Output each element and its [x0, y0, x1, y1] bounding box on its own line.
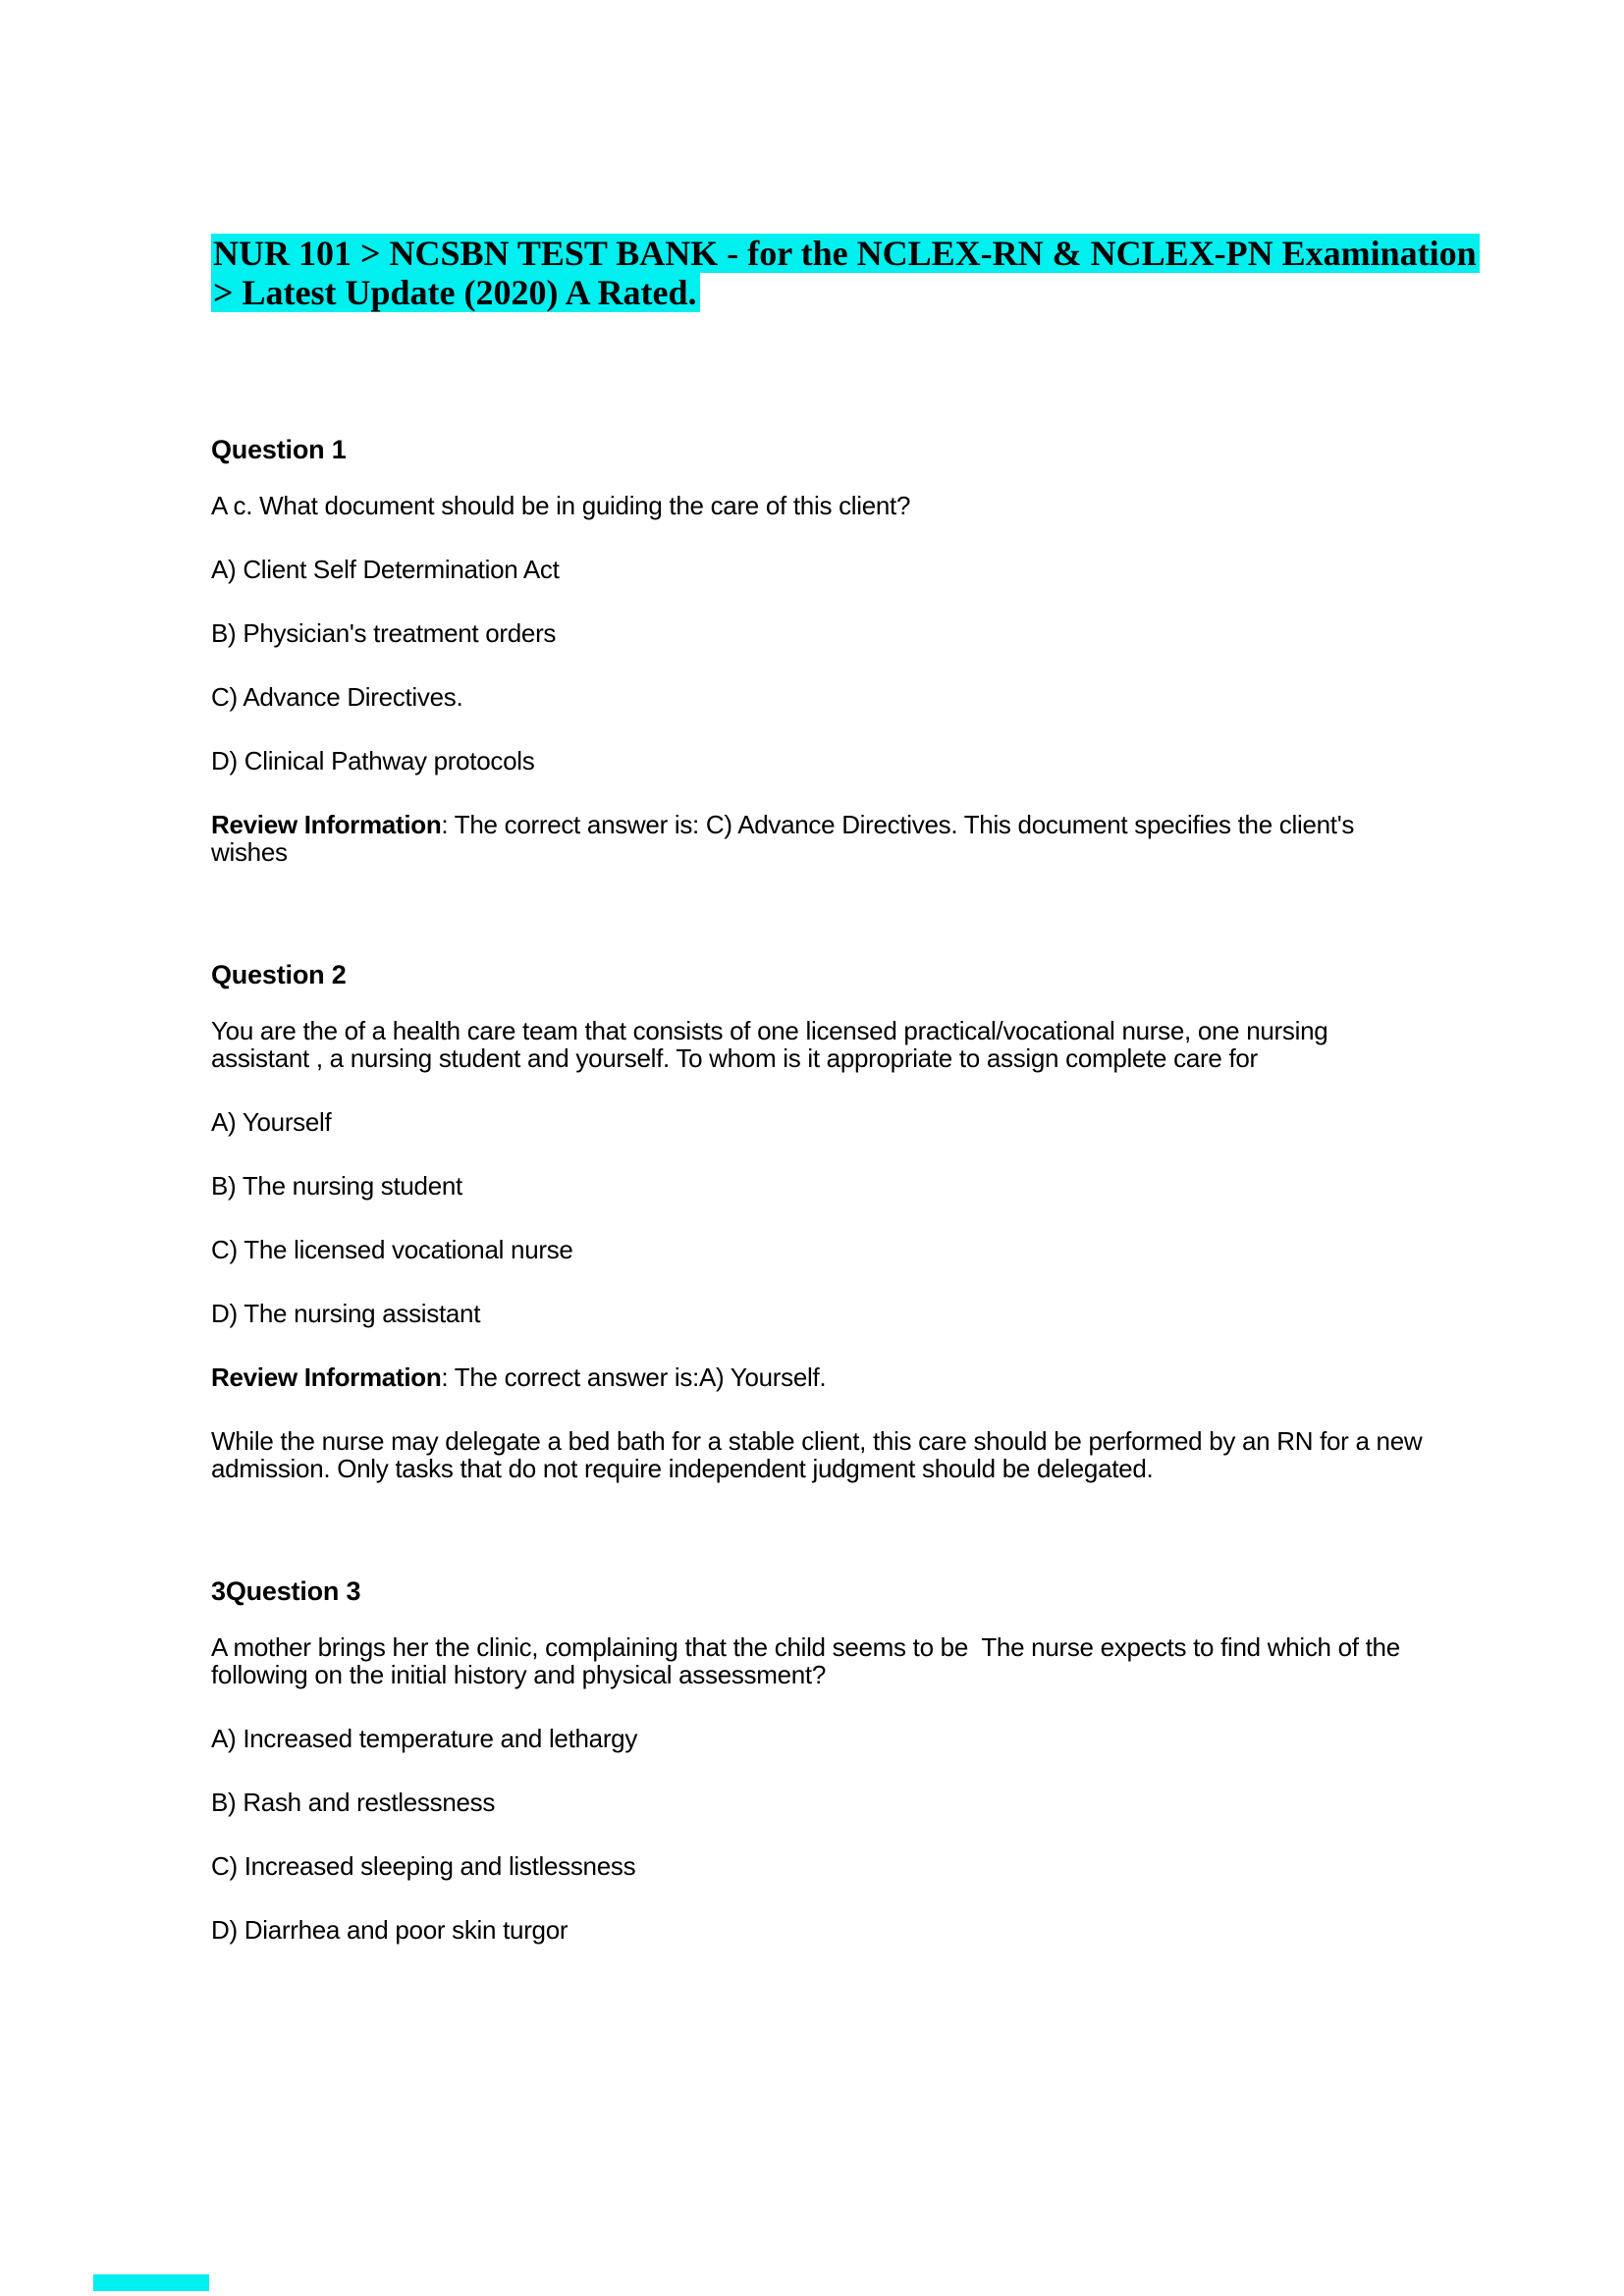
review-info [211, 811, 1433, 866]
explanation-paragraph: While the nurse may delegate a bed bath for a stable client, this care should be performed by an RN for a new admission. Only tasks that do not require independent judgment should be delegated. [211, 1426, 1430, 1483]
answer-options [211, 556, 1433, 774]
title-line-1: NUR 101 > NCSBN TEST BANK - for the NCLEX-RN & NCLEX-PN Examination [211, 234, 1480, 273]
review-text: : The correct answer is:A) Yourself. [441, 1362, 827, 1392]
answer-option: C) Increased sleeping and listlessness [211, 1851, 636, 1881]
question-prompt: A mother brings her the clinic, complaining that the child seems to be The nurse expects to find which of the following on the initial history and physical assessment? [211, 1632, 1407, 1689]
review-label: Review Information [211, 1362, 442, 1392]
question-prompt: You are the of a health care team that consists of one licensed practical/vocational nurse, one nursing assistant , a nursing student and yourself. To whom is it appropriate to assign complete care for [211, 1016, 1335, 1073]
answer-option: A) Increased temperature and lethargy [211, 1724, 638, 1753]
answer-options [211, 1725, 1433, 1944]
question-heading: Question 2 [211, 960, 347, 989]
answer-option: B) Rash and restlessness [211, 1788, 496, 1817]
review-info [211, 1363, 1433, 1391]
review-label: Review Information [211, 810, 442, 839]
next-page-highlight-fragment [93, 2274, 209, 2291]
review-text: : The correct answer is: C) Advance Directives. This document specifies the client's wishes [211, 810, 1362, 867]
question-heading: 3Question 3 [211, 1576, 361, 1606]
question-block [211, 960, 1433, 1482]
document-title [211, 234, 1477, 312]
answer-option: C) The licensed vocational nurse [211, 1235, 573, 1264]
answer-option: A) Client Self Determination Act [211, 555, 560, 584]
question-block [211, 435, 1433, 866]
answer-option: A) Yourself [211, 1107, 332, 1137]
questions [211, 435, 1433, 1944]
answer-option: D) Diarrhea and poor skin turgor [211, 1915, 568, 1945]
answer-options [211, 1108, 1433, 1327]
answer-option: C) Advance Directives. [211, 682, 463, 712]
answer-option: B) The nursing student [211, 1171, 462, 1201]
title-line-2: > Latest Update (2020) A Rated. [211, 273, 700, 312]
answer-option: D) Clinical Pathway protocols [211, 746, 535, 775]
question-heading: Question 1 [211, 435, 347, 464]
answer-option: B) Physician's treatment orders [211, 618, 557, 648]
question-block [211, 1576, 1433, 1944]
question-prompt: A c. What document should be in guiding the care of this client? [211, 491, 911, 520]
answer-option: D) The nursing assistant [211, 1299, 481, 1328]
